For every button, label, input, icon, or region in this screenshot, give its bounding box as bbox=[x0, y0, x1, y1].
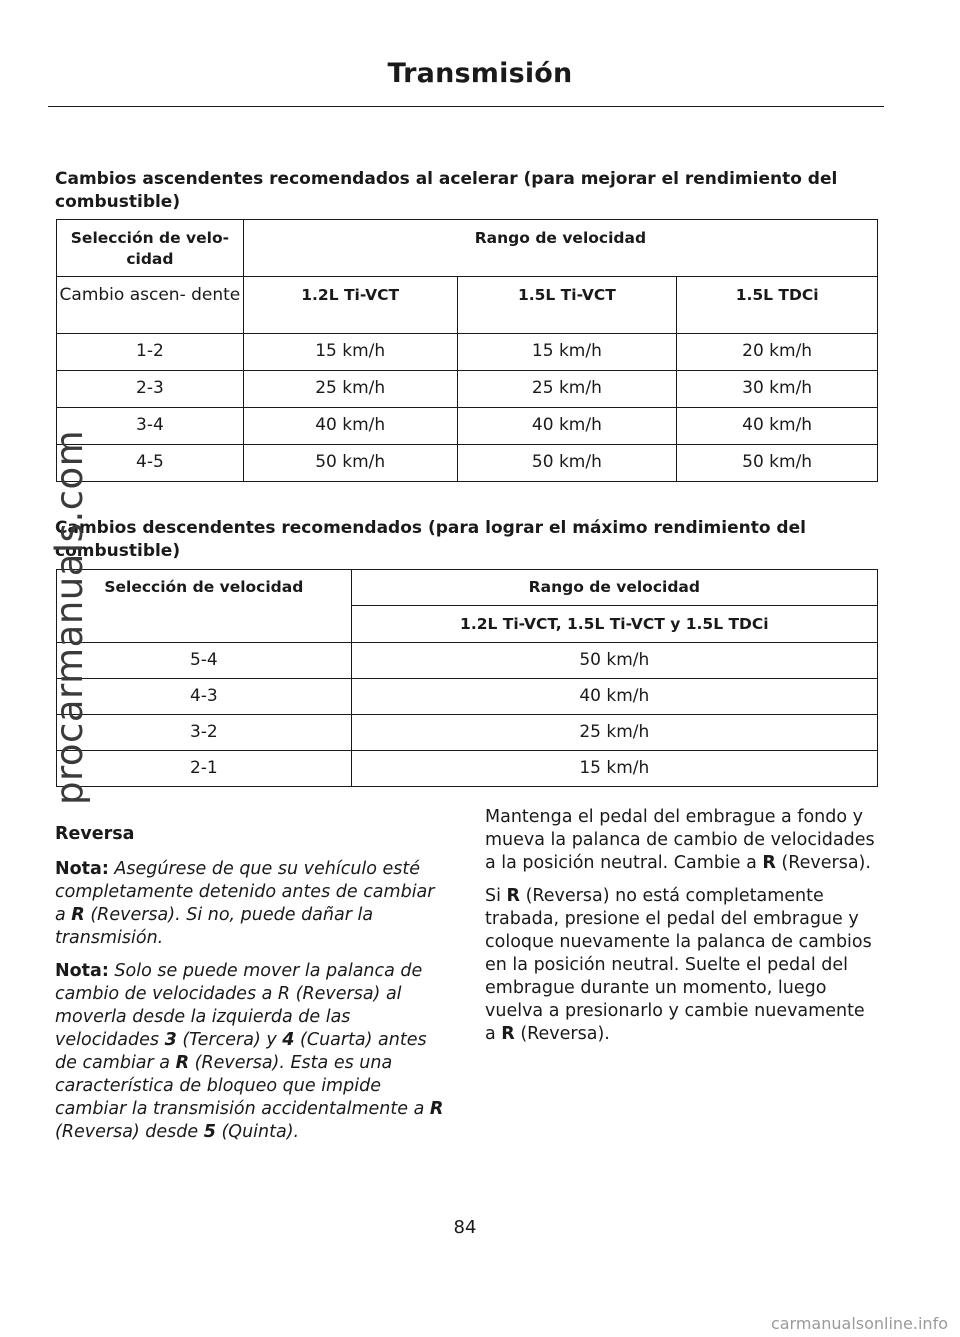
speed-cell: 50 km/h bbox=[351, 643, 877, 679]
engine-header: 1.2L Ti-VCT, 1.5L Ti-VCT y 1.5L TDCi bbox=[351, 606, 877, 643]
upshift-gear-header: Selección de velo- cidad bbox=[57, 220, 244, 277]
upshift-table bbox=[56, 219, 878, 482]
speed-cell: 50 km/h bbox=[457, 445, 677, 482]
speed-cell: 25 km/h bbox=[351, 715, 877, 751]
table-row bbox=[57, 371, 878, 408]
upshift-heading: Cambios ascendentes recomendados al acelerar (para mejorar el rendimiento del combustible) bbox=[55, 169, 838, 212]
engine-header: 1.2L Ti-VCT bbox=[243, 277, 457, 334]
gear-cell: 1-2 bbox=[57, 334, 244, 371]
downshift-gear-header: Selección de velocidad bbox=[57, 570, 352, 643]
reverse-paragraph-1: Mantenga el pedal del embrague a fondo y mueva la palanca de cambio de velocidades a la posición neutral. Cambie a R (Reversa). bbox=[485, 807, 875, 873]
gear-cell: 2-1 bbox=[57, 751, 352, 787]
left-column bbox=[55, 823, 450, 1154]
speed-cell: 25 km/h bbox=[457, 371, 677, 408]
gear-cell: 4-5 bbox=[57, 445, 244, 482]
table-row bbox=[57, 715, 878, 751]
engine-header: 1.5L TDCi bbox=[677, 277, 878, 334]
right-column bbox=[485, 806, 880, 1056]
note-label: Nota: bbox=[55, 859, 109, 879]
table-row bbox=[57, 643, 878, 679]
speed-cell: 25 km/h bbox=[243, 371, 457, 408]
gear-cell: 4-3 bbox=[57, 679, 352, 715]
gear-cell: 3-4 bbox=[57, 408, 244, 445]
gear-cell: 3-2 bbox=[57, 715, 352, 751]
speed-cell: 20 km/h bbox=[677, 334, 878, 371]
note-reverse-stop: Nota: Asegúrese de que su vehículo esté completamente detenido antes de cambiar a R (Reversa). Si no, puede dañar la transmisión. bbox=[55, 859, 435, 948]
reverse-paragraph-2: Si R (Reversa) no está completamente trabada, presione el pedal del embrague y coloque nuevamente la palanca de cambios en la posición neutral. Suelte el pedal del embrague durante un momento, luego vuelva a presionarlo y cambie nuevamente a R (Reversa). bbox=[485, 886, 872, 1044]
upshift-gear-subheader: Cambio ascen- dente bbox=[57, 277, 244, 334]
table-row bbox=[57, 679, 878, 715]
speed-cell: 40 km/h bbox=[351, 679, 877, 715]
downshift-range-header: Rango de velocidad bbox=[351, 570, 877, 606]
header-divider bbox=[48, 106, 884, 107]
speed-cell: 40 km/h bbox=[243, 408, 457, 445]
upshift-range-header: Rango de velocidad bbox=[243, 220, 877, 277]
gear-cell: 2-3 bbox=[57, 371, 244, 408]
table-row bbox=[57, 408, 878, 445]
reverse-subheading: Reversa bbox=[55, 824, 135, 844]
table-row bbox=[57, 334, 878, 371]
note-reverse-lockout: Nota: Solo se puede mover la palanca de cambio de velocidades a R (Reversa) al moverla desde la izquierda de las velocidades 3 (Tercera) y 4 (Cuarta) antes de cambiar a R (Reversa). Esta es una característica de bloqueo que impide cambiar la transmisión accidentalmente a R (Reversa) desde 5 (Quinta). bbox=[55, 961, 444, 1142]
speed-cell: 30 km/h bbox=[677, 371, 878, 408]
page-title: Transmisión bbox=[387, 58, 573, 89]
table-row bbox=[57, 445, 878, 482]
downshift-table bbox=[56, 569, 878, 787]
speed-cell: 40 km/h bbox=[457, 408, 677, 445]
speed-cell: 50 km/h bbox=[677, 445, 878, 482]
table-row bbox=[57, 751, 878, 787]
gear-cell: 5-4 bbox=[57, 643, 352, 679]
note-label: Nota: bbox=[55, 961, 109, 981]
footer-watermark: carmanualsonline.info bbox=[770, 1314, 948, 1333]
downshift-heading: Cambios descendentes recomendados (para lograr el máximo rendimiento del combustible) bbox=[55, 518, 806, 561]
speed-cell: 15 km/h bbox=[351, 751, 877, 787]
speed-cell: 15 km/h bbox=[457, 334, 677, 371]
speed-cell: 40 km/h bbox=[677, 408, 878, 445]
speed-cell: 50 km/h bbox=[243, 445, 457, 482]
page-number: 84 bbox=[453, 1217, 477, 1238]
speed-cell: 15 km/h bbox=[243, 334, 457, 371]
engine-header: 1.5L Ti-VCT bbox=[457, 277, 677, 334]
